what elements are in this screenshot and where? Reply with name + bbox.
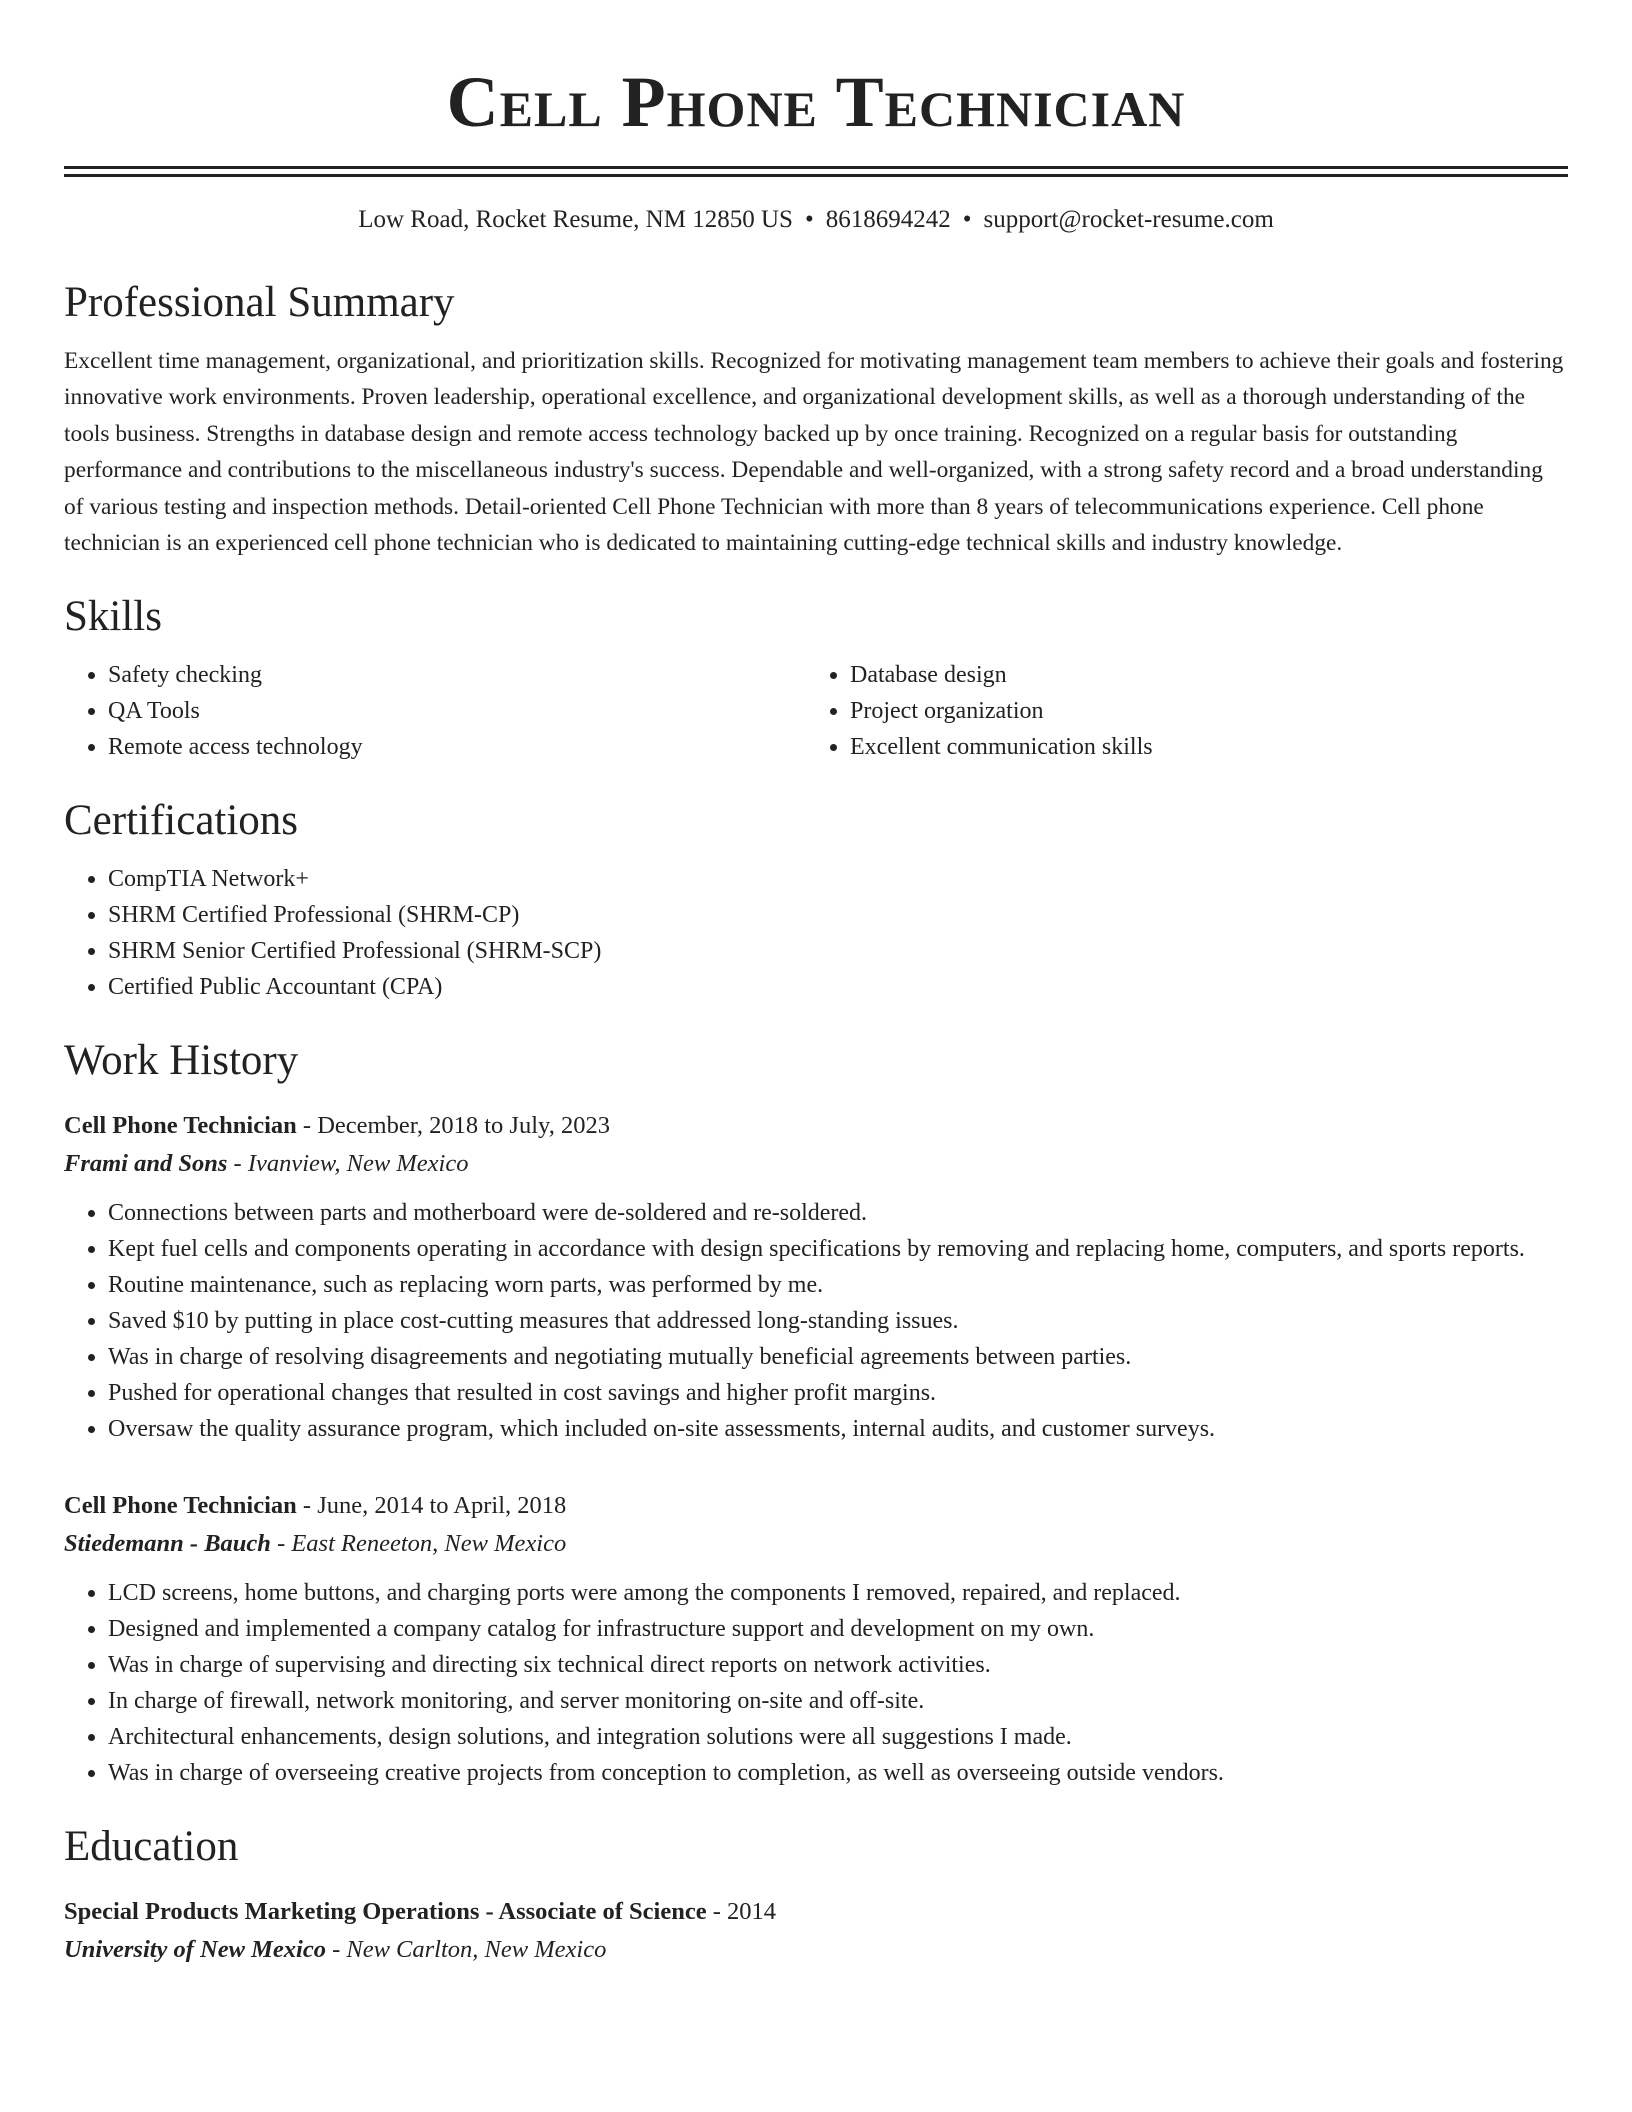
job-duty: • Oversaw the quality assurance program, which included on-site assessments, internal audits, and customer surveys.	[108, 1411, 1568, 1447]
certification-item: • SHRM Senior Certified Professional (SHRM-SCP)	[108, 933, 1568, 969]
work-history-heading: Work History	[64, 1037, 299, 1085]
company-line	[64, 1525, 1568, 1563]
school-location: - New Carlton, New Mexico	[325, 1936, 607, 1964]
degree-name: Special Products Marketing Operations - Associate of Science	[64, 1898, 707, 1926]
job-dates: - June, 2014 to April, 2018	[296, 1492, 567, 1520]
job-dates: - December, 2018 to July, 2023	[296, 1112, 610, 1140]
skills-section	[64, 591, 1568, 765]
education-entry	[64, 1893, 1568, 1969]
summary-heading: Professional Summary	[64, 279, 455, 326]
company-location: - East Reneeton, New Mexico	[270, 1530, 567, 1558]
job-duty: • Was in charge of supervising and directing six technical direct reports on network activities.	[108, 1647, 1568, 1683]
skill-item: • Database design	[850, 657, 1548, 693]
summary-text: Excellent time management, organizational, and prioritization skills. Recognized for motivating management team members to achieve their goals and fostering innovative work environments. Proven leadership, operational excellence, and organizational development skills, as well as a thorough understanding of the tools business. Strengths in database design and remote access technology backed up by once training. Recognized on a regular basis for outstanding performance and contributions to the miscellaneous industry's success. Dependable and well-organized, with a strong safety record and a broad understanding of various testing and inspection methods. Detail-oriented Cell Phone Technician with more than 8 years of telecommunications experience. Cell phone technician is an experienced cell phone technician who is dedicated to maintaining cutting-edge technical skills and industry knowledge.	[64, 348, 1564, 557]
job-duty: • Was in charge of resolving disagreements and negotiating mutually beneficial agreements between parties.	[108, 1339, 1568, 1375]
school-name: University of New Mexico	[64, 1936, 326, 1964]
school-line	[64, 1931, 1568, 1969]
skill-item: • Safety checking	[108, 657, 806, 693]
skill-item: • Project organization	[850, 693, 1548, 729]
job-entry	[64, 1487, 1568, 1791]
job-duty: • Saved $10 by putting in place cost-cutting measures that addressed long-standing issues.	[108, 1303, 1568, 1339]
company-location: - Ivanview, New Mexico	[227, 1150, 469, 1178]
company-name: Frami and Sons	[64, 1150, 228, 1178]
job-duties-list	[64, 1575, 1568, 1791]
certification-item: • CompTIA Network+	[108, 861, 1568, 897]
job-title: Cell Phone Technician	[64, 1492, 297, 1520]
contact-phone: 8618694242	[825, 206, 951, 233]
company-line	[64, 1145, 1568, 1183]
contact-line	[64, 203, 1568, 237]
certifications-section	[64, 795, 1568, 1005]
job-duty: • Kept fuel cells and components operating in accordance with design specifications by removing and replacing home, computers, and sports reports.	[108, 1231, 1568, 1267]
certifications-list	[64, 861, 1568, 1005]
job-title-line	[64, 1487, 1568, 1525]
job-duties-list	[64, 1195, 1568, 1447]
skills-list-right	[806, 657, 1548, 765]
job-duty: • Routine maintenance, such as replacing worn parts, was performed by me.	[108, 1267, 1568, 1303]
certification-item: • Certified Public Accountant (CPA)	[108, 969, 1568, 1005]
job-duty: • Connections between parts and motherboard were de-soldered and re-soldered.	[108, 1195, 1568, 1231]
degree-line	[64, 1893, 1568, 1931]
job-duty: • Pushed for operational changes that resulted in cost savings and higher profit margins.	[108, 1375, 1568, 1411]
job-entry	[64, 1107, 1568, 1447]
contact-email: support@rocket-resume.com	[983, 206, 1274, 233]
certification-item: • SHRM Certified Professional (SHRM-CP)	[108, 897, 1568, 933]
job-duty: • Designed and implemented a company catalog for infrastructure support and development on my own.	[108, 1611, 1568, 1647]
education-heading: Education	[64, 1823, 239, 1871]
contact-address: Low Road, Rocket Resume, NM 12850 US	[358, 206, 793, 233]
skills-grid	[64, 657, 1568, 765]
company-name: Stiedemann - Bauch	[64, 1530, 271, 1558]
education-section	[64, 1821, 1568, 1969]
contact-separator: •	[962, 206, 972, 233]
skill-item: • Excellent communication skills	[850, 729, 1548, 765]
skill-item: • Remote access technology	[108, 729, 806, 765]
certifications-heading: Certifications	[64, 797, 299, 845]
work-history-section	[64, 1035, 1568, 1791]
title-divider	[64, 166, 1568, 177]
skills-heading: Skills	[64, 593, 162, 641]
skill-item: • QA Tools	[108, 693, 806, 729]
job-duty: • LCD screens, home buttons, and charging ports were among the components I removed, repaired, and replaced.	[108, 1575, 1568, 1611]
job-title: Cell Phone Technician	[64, 1112, 297, 1140]
contact-separator: •	[804, 206, 814, 233]
job-duty: • Architectural enhancements, design solutions, and integration solutions were all suggestions I made.	[108, 1719, 1568, 1755]
resume-title: Cell Phone Technician	[446, 62, 1186, 142]
skills-list-left	[64, 657, 806, 765]
degree-year: - 2014	[706, 1898, 777, 1926]
job-duty: • In charge of firewall, network monitoring, and server monitoring on-site and off-site.	[108, 1683, 1568, 1719]
job-duty: • Was in charge of overseeing creative projects from conception to completion, as well as overseeing outside vendors.	[108, 1755, 1568, 1791]
job-title-line	[64, 1107, 1568, 1145]
